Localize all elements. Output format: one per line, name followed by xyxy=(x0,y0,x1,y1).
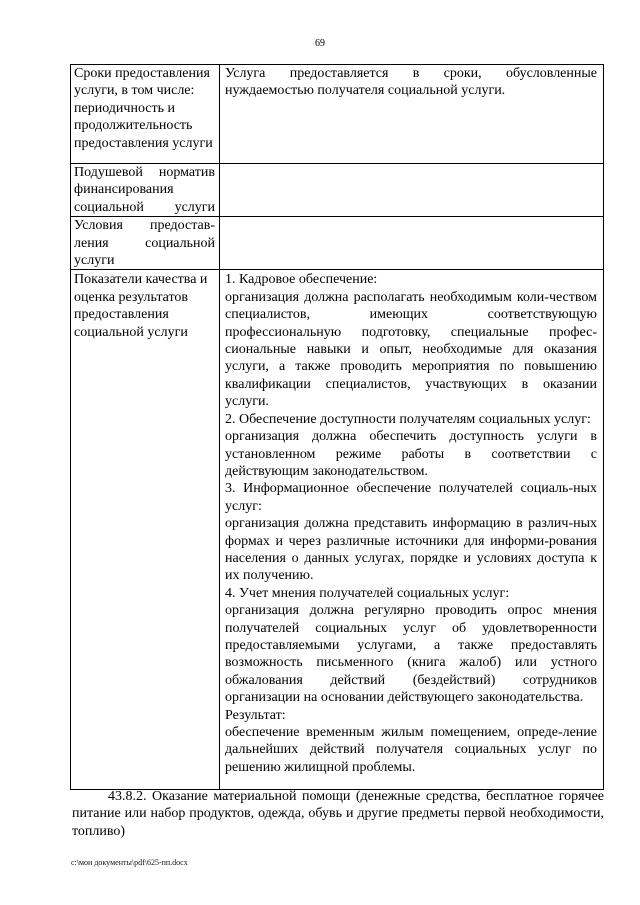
content-paragraph: обеспечение временным жилым помещением, опреде-ление дальнейших действий получателя социальных услуг по решению жилищной проблемы. xyxy=(225,725,597,775)
row-label-financing: Подушевой норматив финансирования социальной услуги xyxy=(71,164,220,217)
row-content-conditions xyxy=(220,217,604,270)
content-heading-staffing: 1. Кадровое обеспечение: xyxy=(225,272,378,288)
page-number: 69 xyxy=(315,38,325,49)
content-heading-feedback: 4. Учет мнения получателей социальных услуг: xyxy=(225,585,510,601)
table-row xyxy=(71,65,604,164)
content-paragraph: организация должна обеспечить доступность услуги в установленном режиме работы в соответствии с действующим законодательством. xyxy=(225,429,597,479)
file-path: c:\мои документы\pdf\625-пп.docx xyxy=(71,858,188,867)
table-row xyxy=(71,270,604,790)
section-paragraph: 43.8.2. Оказание материальной помощи (денежные средства, бесплатное горячее питание или набор продуктов, одежда, обувь и другие предметы первой необходимости, топливо) xyxy=(72,789,604,839)
content-heading-information: 3. Информационное обеспечение получателей социаль-ных услуг: xyxy=(225,481,597,514)
row-label-quality: Показатели качества и оценка результатов предоставления социальной услуги xyxy=(71,270,220,790)
content-heading-accessibility: 2. Обеспечение доступности получателям социальных услуг: xyxy=(225,411,591,427)
content-paragraph: организация должна регулярно проводить опрос мнения получателей социальных услуг об удовлетворенности предоставляемыми услугами, а также предоставлять возможность письменного (книга жалоб) или устного обжалования действий (бездействий) сотрудников организации на основании действующего законодательства. xyxy=(225,603,597,706)
row-label-conditions: Условия предостав-ления социальной услуги xyxy=(71,217,220,270)
row-content-terms xyxy=(220,65,604,164)
content-paragraph: организация должна располагать необходимым коли-чеством специалистов, имеющих соответствующую профессиональную подготовку, специальные профес-сиональные навыки и опыт, необходимые для оказания услуги, а также проводить мероприятия по повышению квалификации специалистов, участвующих в оказании услуги. xyxy=(225,289,597,410)
row-label-terms: Сроки предоставления услуги, в том числе: периодичность и продолжительность предоставления услуги xyxy=(71,65,220,164)
table-row xyxy=(71,217,604,270)
table-row xyxy=(71,164,604,217)
content-paragraph: Услуга предоставляется в сроки, обусловленные нуждаемостью получателя социальной услуги. xyxy=(225,66,597,99)
row-content-financing xyxy=(220,164,604,217)
service-standard-table xyxy=(70,64,604,790)
row-content-quality xyxy=(220,270,604,790)
content-heading-result: Результат: xyxy=(225,707,286,723)
content-paragraph: организация должна представить информацию в различ-ных формах и через различные источники для информи-рования населения о данных услугах, порядке и условиях доступа к их получению. xyxy=(225,516,597,584)
